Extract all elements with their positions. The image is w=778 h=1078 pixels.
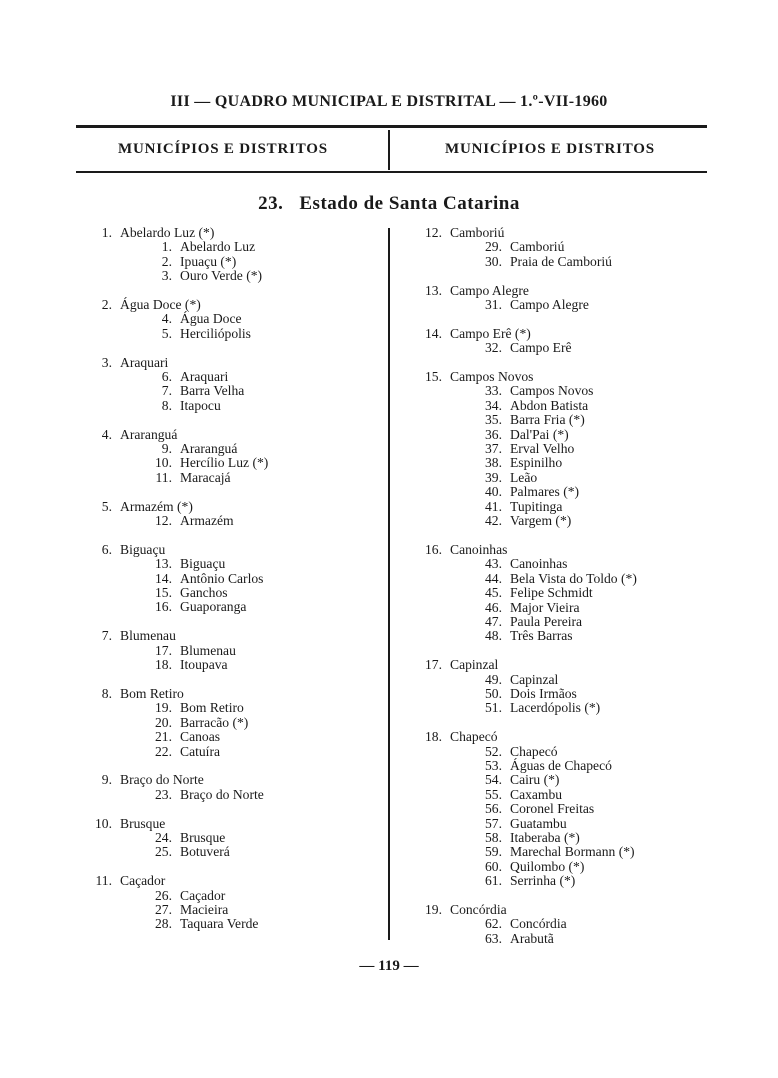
municipality-number: 14. — [425, 325, 442, 341]
district-line — [80, 312, 380, 326]
district-number: 18. — [155, 657, 172, 673]
district-line — [80, 586, 380, 600]
district-number: 40. — [485, 484, 502, 500]
municipality-number: 6. — [101, 541, 112, 557]
district-number: 41. — [485, 498, 502, 514]
district-name: Armazém — [180, 513, 234, 529]
municipality-line — [410, 903, 710, 917]
district-number: 10. — [155, 455, 172, 471]
municipality-entry — [80, 543, 380, 615]
municipality-entry — [410, 327, 710, 356]
district-name: Antônio Carlos — [180, 570, 264, 586]
district-line — [80, 572, 380, 586]
district-number: 33. — [485, 383, 502, 399]
district-name: Abdon Batista — [510, 397, 589, 413]
municipality-line — [80, 500, 380, 514]
district-line — [410, 428, 710, 442]
district-number: 43. — [485, 556, 502, 572]
district-line — [410, 442, 710, 456]
district-number: 22. — [155, 743, 172, 759]
right-column — [410, 226, 710, 961]
municipality-entry — [410, 284, 710, 313]
municipality-number: 16. — [425, 541, 442, 557]
district-name: Brusque — [180, 829, 226, 845]
district-name: Dois Irmãos — [510, 685, 577, 701]
district-number: 5. — [161, 325, 172, 341]
district-line — [80, 903, 380, 917]
district-line — [410, 399, 710, 413]
header-column-divider — [388, 130, 390, 170]
district-number: 35. — [485, 412, 502, 428]
district-line — [80, 240, 380, 254]
district-line — [80, 370, 380, 384]
district-line — [80, 269, 380, 283]
municipality-name: Bom Retiro — [120, 685, 184, 701]
district-number: 20. — [155, 714, 172, 730]
column-divider — [388, 228, 390, 940]
state-title — [0, 193, 778, 215]
district-number: 60. — [485, 858, 502, 874]
district-name: Guaporanga — [180, 599, 247, 615]
district-line — [410, 745, 710, 759]
district-name: Concórdia — [510, 916, 567, 932]
district-number: 13. — [155, 556, 172, 572]
header-rule — [76, 125, 707, 128]
municipality-entry — [410, 903, 710, 946]
municipality-name: Abelardo Luz (*) — [120, 225, 215, 240]
district-name: Felipe Schmidt — [510, 585, 593, 601]
district-name: Biguaçu — [180, 556, 226, 572]
district-line — [410, 874, 710, 888]
district-number: 12. — [155, 513, 172, 529]
district-line — [410, 759, 710, 773]
district-name: Barra Velha — [180, 383, 245, 399]
district-line — [80, 384, 380, 398]
municipality-number: 8. — [101, 685, 112, 701]
district-number: 46. — [485, 599, 502, 615]
district-number: 30. — [485, 253, 502, 269]
municipality-entry — [80, 428, 380, 486]
district-number: 55. — [485, 786, 502, 802]
district-number: 62. — [485, 916, 502, 932]
district-name: Braço do Norte — [180, 786, 264, 802]
district-number: 29. — [485, 239, 502, 255]
district-name: Arabutã — [510, 930, 554, 946]
district-number: 4. — [161, 311, 172, 327]
left-column — [80, 226, 380, 946]
district-line — [80, 442, 380, 456]
district-number: 7. — [161, 383, 172, 399]
municipality-number: 18. — [425, 729, 442, 745]
district-name: Itaberaba (*) — [510, 829, 580, 845]
district-line — [410, 773, 710, 787]
district-name: Itapocu — [180, 397, 221, 413]
district-number: 44. — [485, 570, 502, 586]
municipality-number: 12. — [425, 225, 442, 240]
district-number: 56. — [485, 801, 502, 817]
district-number: 19. — [155, 700, 172, 716]
district-name: Tupitinga — [510, 498, 563, 514]
district-name: Caxambu — [510, 786, 563, 802]
municipality-entry — [80, 226, 380, 284]
district-number: 6. — [161, 369, 172, 385]
district-name: Maracajá — [180, 469, 231, 485]
district-number: 48. — [485, 628, 502, 644]
district-line — [80, 845, 380, 859]
district-name: Praia de Camboriú — [510, 253, 612, 269]
district-number: 32. — [485, 340, 502, 356]
column-heading-rule — [76, 171, 707, 173]
column-heading-left: MUNICÍPIOS E DISTRITOS — [118, 141, 328, 157]
municipality-entry — [80, 687, 380, 759]
district-name: Ipuaçu (*) — [180, 253, 237, 269]
district-number: 49. — [485, 671, 502, 687]
municipality-number: 10. — [95, 815, 112, 831]
municipality-number: 3. — [101, 354, 112, 370]
district-name: Coronel Freitas — [510, 801, 595, 817]
municipality-line — [410, 543, 710, 557]
district-number: 24. — [155, 829, 172, 845]
district-line — [410, 500, 710, 514]
municipality-line — [410, 284, 710, 298]
municipality-number: 17. — [425, 657, 442, 673]
district-number: 16. — [155, 599, 172, 615]
district-line — [410, 629, 710, 643]
district-name: Macieira — [180, 901, 229, 917]
district-number: 52. — [485, 743, 502, 759]
municipality-line — [410, 370, 710, 384]
district-name: Serrinha (*) — [510, 873, 576, 889]
district-number: 47. — [485, 613, 502, 629]
district-number: 25. — [155, 844, 172, 860]
district-name: Campo Alegre — [510, 297, 589, 313]
district-name: Paula Pereira — [510, 613, 583, 629]
district-number: 38. — [485, 455, 502, 471]
district-name: Ouro Verde (*) — [180, 268, 263, 284]
district-number: 3. — [161, 268, 172, 284]
district-number: 57. — [485, 815, 502, 831]
district-line — [410, 701, 710, 715]
municipality-number: 19. — [425, 901, 442, 917]
district-name: Erval Velho — [510, 441, 575, 457]
district-name: Herciliópolis — [180, 325, 251, 341]
district-line — [80, 514, 380, 528]
district-number: 27. — [155, 901, 172, 917]
district-name: Hercílio Luz (*) — [180, 455, 269, 471]
district-line — [80, 399, 380, 413]
district-number: 36. — [485, 426, 502, 442]
district-name: Canoas — [180, 729, 221, 745]
municipality-entry — [80, 874, 380, 932]
district-name: Caçador — [180, 887, 226, 903]
district-line — [80, 745, 380, 759]
municipality-entry — [80, 773, 380, 802]
district-name: Catuíra — [180, 743, 221, 759]
district-line — [410, 802, 710, 816]
district-line — [80, 730, 380, 744]
district-number: 50. — [485, 685, 502, 701]
district-number: 39. — [485, 469, 502, 485]
municipality-line — [80, 543, 380, 557]
district-line — [80, 917, 380, 931]
district-number: 34. — [485, 397, 502, 413]
district-name: Campos Novos — [510, 383, 594, 399]
district-line — [410, 255, 710, 269]
district-line — [410, 485, 710, 499]
district-name: Campo Erê — [510, 340, 572, 356]
district-number: 28. — [155, 916, 172, 932]
district-line — [410, 673, 710, 687]
district-line — [80, 644, 380, 658]
district-name: Águas de Chapecó — [510, 757, 612, 773]
municipality-line — [80, 428, 380, 442]
district-line — [80, 701, 380, 715]
municipality-number: 4. — [101, 426, 112, 442]
district-name: Leão — [510, 469, 538, 485]
district-name: Bela Vista do Toldo (*) — [510, 570, 637, 586]
district-line — [410, 341, 710, 355]
district-line — [410, 917, 710, 931]
district-number: 23. — [155, 786, 172, 802]
municipality-line — [80, 356, 380, 370]
municipality-name: Biguaçu — [120, 541, 166, 557]
district-number: 58. — [485, 829, 502, 845]
municipality-number: 13. — [425, 282, 442, 298]
district-number: 9. — [161, 441, 172, 457]
district-name: Quilombo (*) — [510, 858, 585, 874]
district-number: 14. — [155, 570, 172, 586]
district-line — [410, 845, 710, 859]
district-name: Barra Fria (*) — [510, 412, 585, 428]
district-line — [80, 658, 380, 672]
district-line — [410, 514, 710, 528]
municipality-line — [80, 226, 380, 240]
municipality-name: Araranguá — [120, 426, 178, 442]
district-line — [410, 413, 710, 427]
district-line — [410, 831, 710, 845]
district-line — [410, 788, 710, 802]
municipality-line — [80, 687, 380, 701]
district-number: 26. — [155, 887, 172, 903]
page-number: — 119 — — [359, 958, 419, 974]
district-line — [410, 817, 710, 831]
municipality-name: Chapecó — [450, 729, 498, 745]
municipality-name: Concórdia — [450, 901, 507, 917]
district-number: 21. — [155, 729, 172, 745]
district-name: Blumenau — [180, 642, 236, 658]
municipality-name: Braço do Norte — [120, 772, 204, 788]
district-name: Itoupava — [180, 657, 228, 673]
district-name: Capinzal — [510, 671, 559, 687]
municipality-name: Camboriú — [450, 225, 505, 240]
municipality-name: Campo Erê (*) — [450, 325, 531, 341]
district-line — [410, 572, 710, 586]
municipality-number: 9. — [101, 772, 112, 788]
district-number: 63. — [485, 930, 502, 946]
municipality-entry — [80, 356, 380, 414]
district-line — [80, 889, 380, 903]
municipality-entry — [80, 298, 380, 341]
district-line — [410, 298, 710, 312]
district-line — [410, 456, 710, 470]
district-name: Botuverá — [180, 844, 230, 860]
district-line — [410, 384, 710, 398]
district-number: 31. — [485, 297, 502, 313]
district-line — [80, 716, 380, 730]
municipality-line — [410, 658, 710, 672]
municipality-number: 15. — [425, 369, 442, 385]
district-line — [80, 557, 380, 571]
district-name: Cairu (*) — [510, 772, 560, 788]
municipality-entry — [80, 817, 380, 860]
municipality-line — [410, 226, 710, 240]
district-name: Lacerdópolis (*) — [510, 700, 601, 716]
district-line — [410, 240, 710, 254]
district-name: Camboriú — [510, 239, 565, 255]
district-line — [410, 687, 710, 701]
district-line — [80, 456, 380, 470]
district-number: 37. — [485, 441, 502, 457]
district-line — [410, 586, 710, 600]
municipality-number: 1. — [101, 225, 112, 240]
district-number: 15. — [155, 585, 172, 601]
district-number: 51. — [485, 700, 502, 716]
district-name: Palmares (*) — [510, 484, 580, 500]
district-line — [410, 471, 710, 485]
district-number: 17. — [155, 642, 172, 658]
district-name: Araranguá — [180, 441, 238, 457]
district-line — [80, 788, 380, 802]
district-number: 11. — [155, 469, 172, 485]
municipality-name: Armazém (*) — [120, 498, 193, 514]
district-name: Guatambu — [510, 815, 567, 831]
district-name: Barracão (*) — [180, 714, 249, 730]
district-line — [80, 831, 380, 845]
municipality-entry — [410, 370, 710, 528]
district-number: 59. — [485, 844, 502, 860]
municipality-name: Capinzal — [450, 657, 499, 673]
municipality-number: 5. — [101, 498, 112, 514]
municipality-name: Araquari — [120, 354, 169, 370]
municipality-number: 2. — [101, 297, 112, 313]
municipality-entry — [410, 658, 710, 716]
district-name: Taquara Verde — [180, 916, 259, 932]
municipality-line — [410, 730, 710, 744]
municipality-name: Água Doce (*) — [120, 297, 201, 313]
district-number: 42. — [485, 513, 502, 529]
district-line — [80, 471, 380, 485]
district-line — [410, 557, 710, 571]
municipality-number: 7. — [101, 628, 112, 644]
district-line — [410, 615, 710, 629]
district-name: Araquari — [180, 369, 229, 385]
district-name: Marechal Bormann (*) — [510, 844, 635, 860]
district-line — [80, 327, 380, 341]
district-name: Bom Retiro — [180, 700, 244, 716]
municipality-name: Caçador — [120, 873, 166, 889]
district-name: Três Barras — [510, 628, 573, 644]
state-name: Estado de Santa Catarina — [299, 193, 520, 214]
municipality-name: Blumenau — [120, 628, 176, 644]
municipality-line — [80, 817, 380, 831]
district-name: Vargem (*) — [510, 513, 572, 529]
district-name: Abelardo Luz — [180, 239, 256, 255]
municipality-entry — [80, 629, 380, 672]
district-number: 61. — [485, 873, 502, 889]
municipality-name: Canoinhas — [450, 541, 508, 557]
municipality-line — [80, 874, 380, 888]
district-number: 45. — [485, 585, 502, 601]
district-name: Espinilho — [510, 455, 563, 471]
column-heading-right: MUNICÍPIOS E DISTRITOS — [445, 141, 655, 157]
municipality-entry — [410, 543, 710, 644]
page-header-title: III — QUADRO MUNICIPAL E DISTRITAL — 1.º-VII-1960 — [170, 93, 608, 110]
district-number: 53. — [485, 757, 502, 773]
district-name: Dal'Pai (*) — [510, 426, 569, 442]
district-line — [80, 600, 380, 614]
district-number: 8. — [161, 397, 172, 413]
district-number: 1. — [161, 239, 172, 255]
municipality-line — [410, 327, 710, 341]
district-line — [410, 860, 710, 874]
district-name: Água Doce — [180, 311, 242, 327]
district-name: Ganchos — [180, 585, 228, 601]
municipality-name: Brusque — [120, 815, 166, 831]
municipality-entry — [410, 730, 710, 888]
municipality-number: 11. — [95, 873, 112, 889]
municipality-entry — [80, 500, 380, 529]
municipality-name: Campo Alegre — [450, 282, 529, 298]
district-line — [80, 255, 380, 269]
municipality-line — [80, 773, 380, 787]
state-number: 23. — [258, 193, 284, 214]
district-name: Chapecó — [510, 743, 558, 759]
district-number: 2. — [161, 253, 172, 269]
municipality-name: Campos Novos — [450, 369, 534, 385]
district-name: Canoinhas — [510, 556, 568, 572]
district-line — [410, 601, 710, 615]
district-number: 54. — [485, 772, 502, 788]
municipality-entry — [410, 226, 710, 269]
district-line — [410, 932, 710, 946]
district-name: Major Vieira — [510, 599, 580, 615]
municipality-line — [80, 629, 380, 643]
